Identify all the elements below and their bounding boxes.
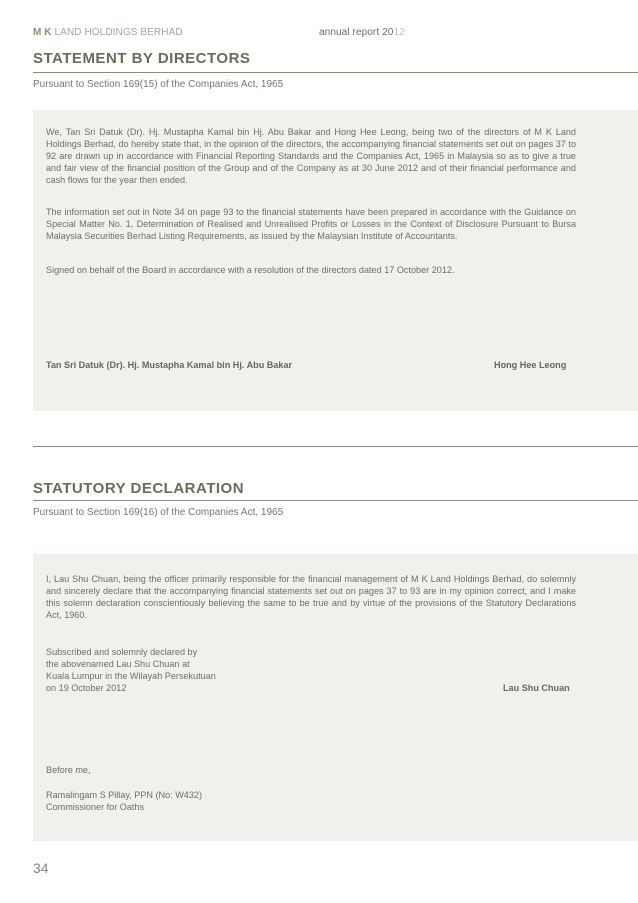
declaration-top-rule [33,446,638,447]
declaration-paragraph: I, Lau Shu Chuan, being the officer primarily responsible for the financial management of M K Land Holdings Berhad, do solemnly and sincerely declare that the accompanying financial statements set out on pages 37 to 93 are in my opinion correct, and I make this solemn declaration conscientiously believing the same to be true and by virtue of the provisions of the Statutory Declarations Act, 1960. [46,574,576,620]
company-name-initials: M K [33,27,52,38]
statement-title-rule [33,72,638,73]
subscribed-line-1: Subscribed and solemnly declared by [46,647,198,657]
declaration-subtitle: Pursuant to Section 169(16) of the Companies Act, 1965 [33,507,284,518]
declaration-title-rule [33,500,638,501]
report-title-main: annual report 20 [319,27,394,38]
statement-subtitle: Pursuant to Section 169(15) of the Companies Act, 1965 [33,79,284,90]
statement-paragraph-2: The information set out in Note 34 on page 93 to the financial statements have been prepared in accordance with the Guidance on Special Matter No. 1, Determination of Realised and Unrealised Profits or Losses in the Context of Disclosure Pursuant to Bursa Malaysia Securities Berhad Listing Requirements, as issued by the Malaysian Institute of Accountants. [46,207,576,241]
signatory-left: Tan Sri Datuk (Dr). Hj. Mustapha Kamal bin Hj. Abu Bakar [46,360,293,370]
statement-paragraph-1: We, Tan Sri Datuk (Dr). Hj. Mustapha Kamal bin Hj. Abu Bakar and Hong Hee Leong, being two of the directors of M K Land Holdings Berhad, do hereby state that, in the opinion of the directors, the accompanying financial statements set out on pages 37 to 92 are drawn up in accordance with Financial Reporting Standards and the Companies Act, 1965 in Malaysia so as to give a true and fair view of the financial position of the Group and of the Company as at 30 June 2012 and of their financial performance and cash flows for the year then ended. [46,127,576,185]
subscribed-line-2: the abovenamed Lau Shu Chuan at [46,659,190,669]
declarant-name: Lau Shu Chuan [503,683,570,693]
company-name [33,27,183,38]
report-title-year-tail: 12 [393,27,405,38]
commissioner-title: Commissioner for Oaths [46,802,145,812]
page-number: 34 [33,860,49,876]
before-me-label: Before me, [46,765,91,775]
company-name-rest: LAND HOLDINGS BERHAD [51,27,183,38]
report-title [319,27,405,38]
subscribed-line-4: on 19 October 2012 [46,683,127,693]
declaration-title: STATUTORY DECLARATION [33,480,245,497]
commissioner-name: Ramalingam S Pillay, PPN (No: W432) [46,790,202,800]
subscribed-line-3: Kuala Lumpur in the Wilayah Persekutuan [46,671,216,681]
signatory-right: Hong Hee Leong [494,360,567,370]
statement-title: STATEMENT BY DIRECTORS [33,50,251,67]
statement-paragraph-3: Signed on behalf of the Board in accordance with a resolution of the directors dated 17 October 2012. [46,265,455,275]
